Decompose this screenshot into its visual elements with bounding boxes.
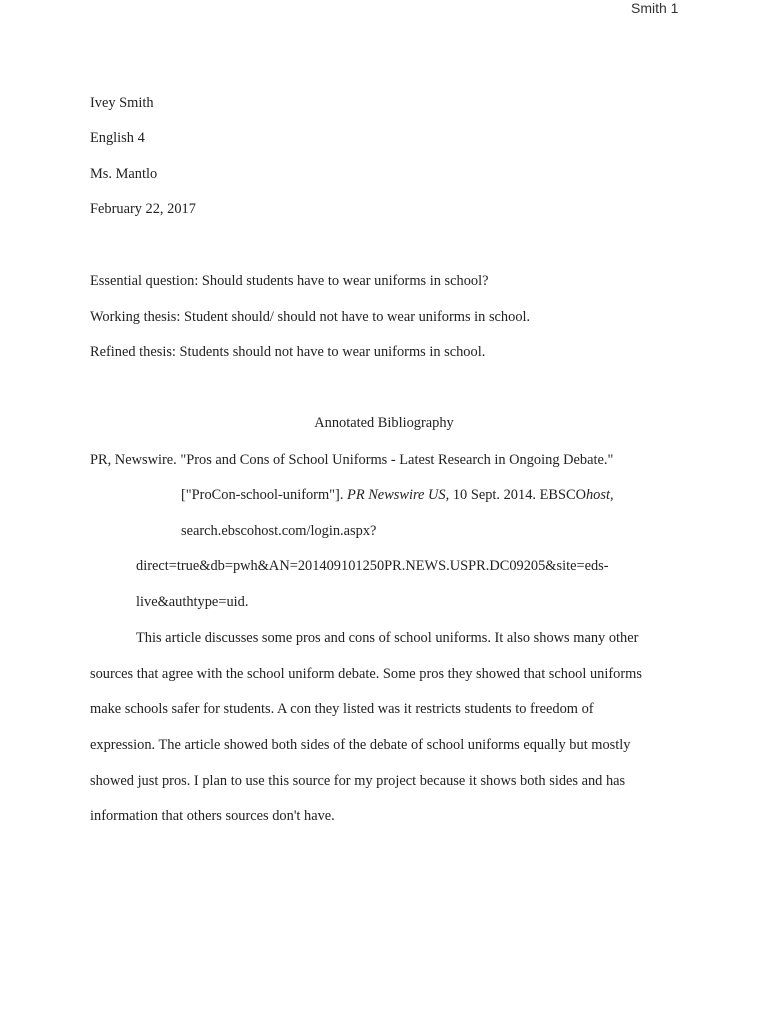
citation-publication: PR Newswire US — [347, 487, 446, 503]
citation-line-2-part-a: ["ProCon-school-uniform"]. — [181, 487, 348, 503]
citation-line-4: direct=true&db=pwh&AN=201409101250PR.NEWS.USPR.DC09205&site=eds- — [136, 558, 609, 574]
annotation-line-5: showed just pros. I plan to use this source for my project because it shows both sides and has — [90, 773, 626, 789]
refined-thesis: Refined thesis: Students should not have to wear uniforms in school. — [90, 344, 486, 360]
citation-line-1: PR, Newswire. "Pros and Cons of School Uniforms - Latest Research in Ongoing Debate." — [90, 452, 614, 468]
working-thesis: Working thesis: Student should/ should not have to wear uniforms in school. — [90, 309, 531, 325]
document-date: February 22, 2017 — [90, 201, 196, 217]
citation-line-3: search.ebscohost.com/login.aspx? — [181, 523, 377, 539]
citation-line-2-part-c: , — [609, 487, 614, 503]
bibliography-title: Annotated Bibliography — [314, 415, 454, 431]
citation-line-5: live&authtype=uid. — [136, 594, 249, 610]
citation-host-italic: host — [585, 487, 610, 503]
annotation-line-4: expression. The article showed both sides of the debate of school uniforms equally but mostly — [90, 737, 631, 753]
annotation-line-1: This article discusses some pros and cons of school uniforms. It also shows many other — [136, 630, 639, 646]
annotation-line-2: sources that agree with the school uniform debate. Some pros they showed that school uniforms — [90, 666, 642, 682]
essential-question: Essential question: Should students have to wear uniforms in school? — [90, 273, 489, 289]
running-head-page-number: Smith 1 — [631, 0, 679, 16]
course-name: English 4 — [90, 130, 145, 146]
citation-line-2 — [181, 486, 614, 504]
annotation-line-6: information that others sources don't have. — [90, 808, 335, 824]
citation-line-2-part-b: , 10 Sept. 2014. EBSCO — [445, 487, 586, 503]
student-name: Ivey Smith — [90, 95, 154, 111]
annotation-line-3: make schools safer for students. A con they listed was it restricts students to freedom of — [90, 701, 594, 717]
teacher-name: Ms. Mantlo — [90, 166, 158, 182]
